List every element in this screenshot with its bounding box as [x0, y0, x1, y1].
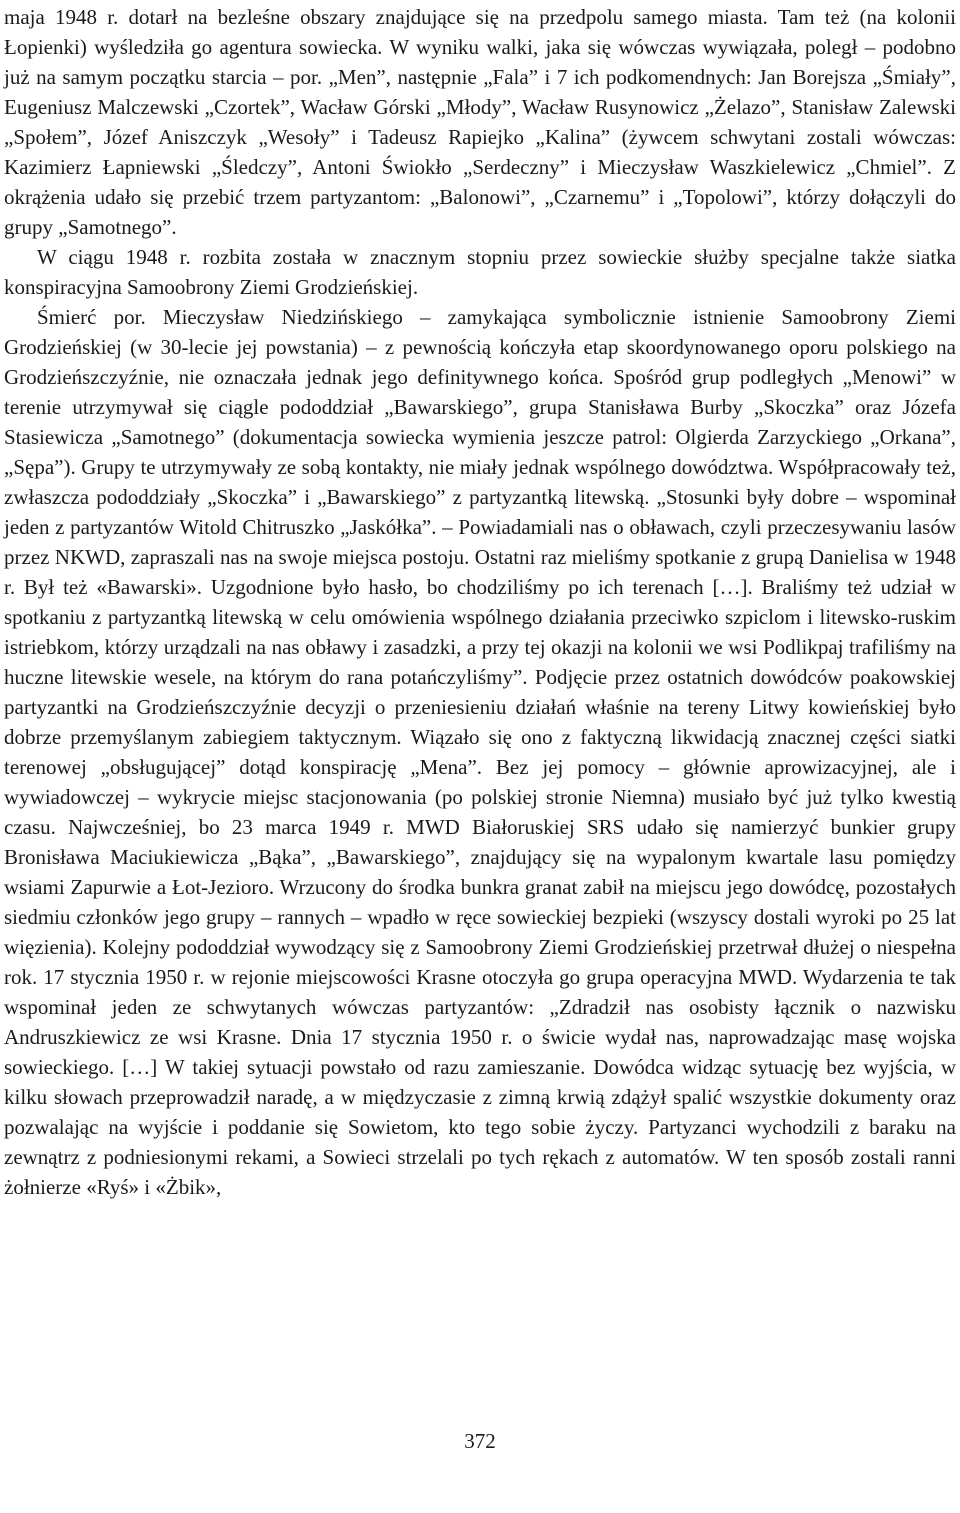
body-text [4, 2, 956, 1202]
paragraph-2: W ciągu 1948 r. rozbita została w znacznym stopniu przez sowieckie służby specjalne także siatka konspiracyjna Samoobrony Ziemi Grodzieńskiej. [4, 245, 956, 299]
paragraph-3: Śmierć por. Mieczysław Niedzińskiego – zamykająca symbolicznie istnienie Samoobrony Ziemi Grodzieńskiej (w 30-lecie jej powstania) – z pewnością kończyła etap skoordynowanego oporu polskiego na Grodzieńszczyźnie, nie oznaczała jednak jego definitywnego końca. Spośród grup podległych „Menowi” w terenie utrzymywał się ciągle pododdział „Bawarskiego”, grupa Stanisława Burby „Skoczka” oraz Józefa Stasiewicza „Samotnego” (dokumentacja sowiecka wymienia jeszcze patrol: Olgierda Zarzyckiego „Orkana”, „Sępa”). Grupy te utrzymywały ze sobą kontakty, nie miały jednak wspólnego dowództwa. Współpracowały też, zwłaszcza pododdziały „Skoczka” i „Bawarskiego” z partyzantką litewską. „Stosunki były dobre – wspominał jeden z partyzantów Witold Chitruszko „Jaskółka”. – Powiadamiali nas o obławach, czyli przeczesywaniu lasów przez NKWD, zapraszali nas na swoje miejsca postoju. Ostatni raz mieliśmy spotkanie z grupą Danielisa w 1948 r. Był też «Bawarski». Uzgodnione było hasło, bo chodziliśmy po ich terenach […]. Braliśmy też udział w spotkaniu z partyzantką litewską w celu omówienia wspólnego działania przeciwko szpiclom i litewsko-ruskim istriebkom, którzy urządzali na nas obławy i zasadzki, a przy tej okazji na kolonii we wsi Podlikpaj trafiliśmy na huczne litewskie wesele, na którym do rana potańczyliśmy”. Podjęcie przez ostatnich dowódców poakowskiej partyzantki na Grodzieńszczyźnie decyzji o przeniesieniu działań właśnie na tereny Litwy kowieńskiej było dobrze przemyślanym zabiegiem taktycznym. Wiązało się ono z faktyczną likwidacją znacznej części siatki terenowej „obsługującej” dotąd konspirację „Mena”. Bez jej pomocy – głównie aprowizacyjnej, ale i wywiadowczej – wykrycie miejsc stacjonowania (po polskiej stronie Niemna) musiało być już tylko kwestią czasu. Najwcześniej, bo 23 marca 1949 r. MWD Białoruskiej SRS udało się namierzyć bunkier grupy Bronisława Maciukiewicza „Bąka”, „Bawarskiego”, znajdujący się na wypalonym kwartale lasu pomiędzy wsiami Zapurwie a Łot-Jezioro. Wrzucony do środka bunkra granat zabił na miejscu jego dowódcę, pozostałych siedmiu członków jego grupy – rannych – wpadło w ręce sowieckiej bezpieki (wszyscy dostali wyroki po 25 lat więzienia). Kolejny pododdział wywodzący się z Samoobrony Ziemi Grodzieńskiej przetrwał dłużej o niespełna rok. 17 stycznia 1950 r. w rejonie miejscowości Krasne otoczyła go grupa operacyjna MWD. Wydarzenia te tak wspominał jeden ze schwytanych wówczas partyzantów: „Zdradził nas osobisty łącznik o nazwisku Andruszkiewicz ze wsi Krasne. Dnia 17 stycznia 1950 r. o świcie wydał nas, naprowadzając masę wojska sowieckiego. […] W takiej sytuacji powstało od razu zamieszanie. Dowódca widząc sytuację bez wyjścia, w kilku słowach przeprowadził naradę, a w międzyczasie z zimną krwią zdążył spalić wszystkie dokumenty oraz pozwalając na wyjście i poddanie się Sowietom, kto tego sobie życzy. Partyzanci wychodzili z baraku na zewnątrz z podniesionymi rekami, a Sowieci strzelali po tych rękach z automatów. W ten sposób zostali ranni żołnierze «Ryś» i «Żbik», [4, 305, 956, 1199]
paragraph-1: maja 1948 r. dotarł na bezleśne obszary znajdujące się na przedpolu samego miasta. Tam też (na kolonii Łopienki) wyśledziła go agentura sowiecka. W wyniku walki, jaka się wówczas wywiązała, poległ – podobno już na samym początku starcia – por. „Men”, następnie „Fala” i 7 ich podkomendnych: Jan Borejsza „Śmiały”, Eugeniusz Malczewski „Czortek”, Wacław Górski „Młody”, Wacław Rusynowicz „Żelazo”, Stanisław Zalewski „Społem”, Józef Aniszczyk „Wesoły” i Tadeusz Rapiejko „Kalina” (żywcem schwytani zostali wówczas: Kazimierz Łapniewski „Śledczy”, Antoni Świokło „Serdeczny” i Mieczysław Waszkielewicz „Chmiel”. Z okrążenia udało się przebić trzem partyzantom: „Balonowi”, „Czarnemu” i „Topolowi”, którzy dołączyli do grupy „Samotnego”. [4, 5, 956, 239]
document-page [4, 2, 956, 1502]
page-number: 372 [464, 1429, 496, 1453]
